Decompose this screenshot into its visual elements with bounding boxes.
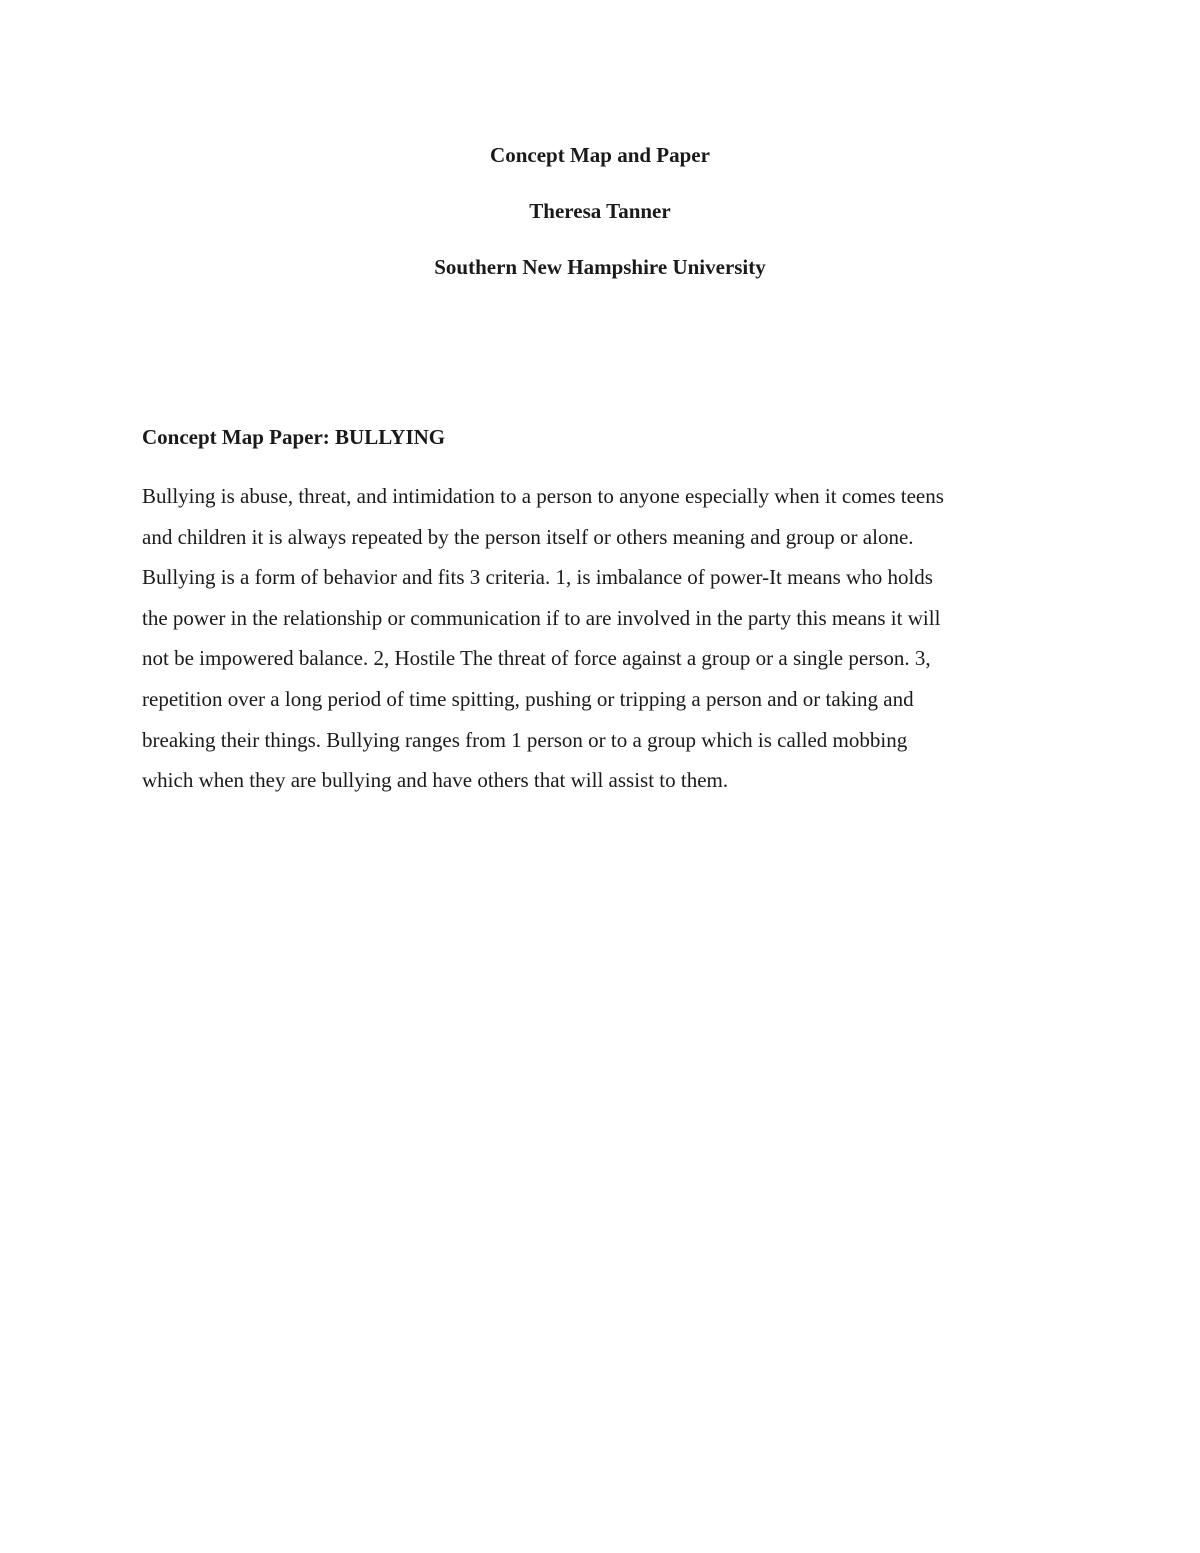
body-line: the power in the relationship or communication if to are involved in the party this means it will xyxy=(142,605,941,630)
body-line: Bullying is abuse, threat, and intimidation to a person to anyone especially when it comes teens xyxy=(142,484,944,508)
body-line: repetition over a long period of time spitting, pushing or tripping a person and or taking and xyxy=(142,686,914,711)
section-heading: Concept Map Paper: BULLYING xyxy=(142,425,446,449)
title-page-block xyxy=(0,141,1200,309)
body-paragraph xyxy=(142,476,1062,801)
body-line: Bullying is a form of behavior and fits 3 criteria. 1, is imbalance of power-It means who holds xyxy=(142,565,933,590)
body-line: breaking their things. Bullying ranges from 1 person or to a group which is called mobbing xyxy=(142,727,908,752)
paper-title: Concept Map and Paper xyxy=(490,143,710,167)
body-line: which when they are bullying and have others that will assist to them. xyxy=(142,768,729,793)
institution-name: Southern New Hampshire University xyxy=(434,255,766,279)
body-line: and children it is always repeated by the person itself or others meaning and group or alone. xyxy=(142,524,914,549)
body-line: not be impowered balance. 2, Hostile The threat of force against a group or a single person. 3, xyxy=(142,646,931,671)
author-name: Theresa Tanner xyxy=(529,199,671,223)
